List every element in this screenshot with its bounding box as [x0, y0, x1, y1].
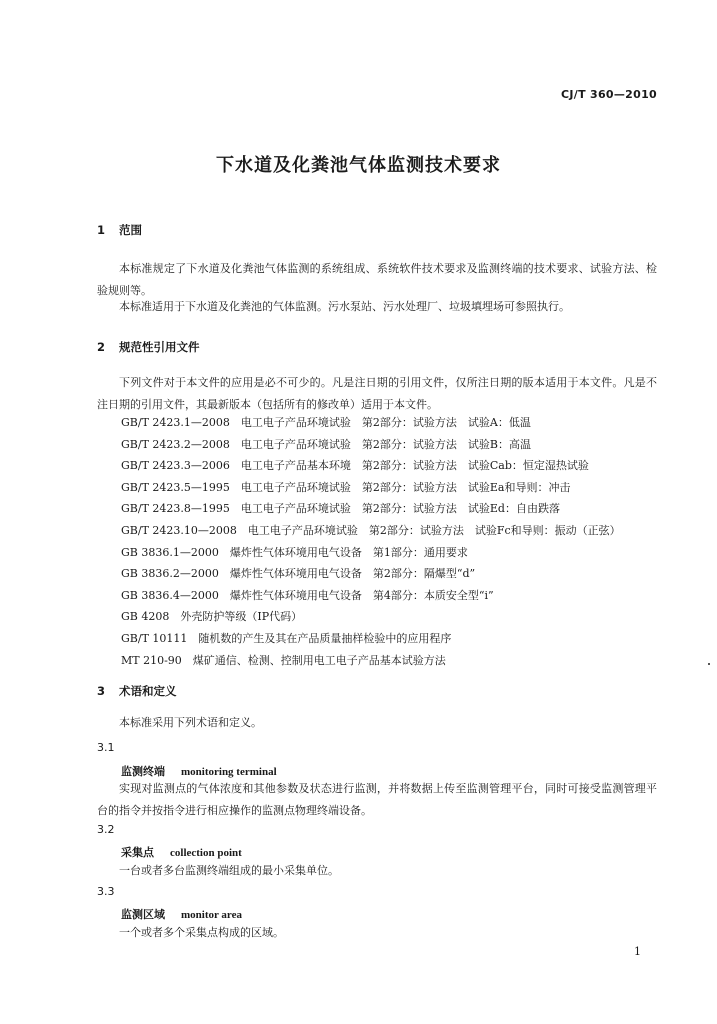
reference-item: GB 3836.4—2000 爆炸性气体环境用电气设备 第4部分：本质安全型“i”: [121, 588, 494, 602]
reference-item: GB/T 10111 随机数的产生及其在产品质量抽样检验中的应用程序: [121, 631, 452, 645]
term-chinese: 采集点: [121, 846, 154, 859]
reference-item: GB/T 2423.2—2008 电工电子产品环境试验 第2部分：试验方法 试验B：高温: [121, 437, 531, 451]
reference-item: MT 210-90 煤矿通信、检测、控制用电工电子产品基本试验方法: [121, 653, 446, 667]
reference-item: GB/T 2423.3—2006 电工电子产品基本环境 第2部分：试验方法 试验Cab：恒定湿热试验: [121, 459, 589, 473]
term-english: collection point: [170, 847, 242, 859]
term-english: monitoring terminal: [181, 766, 277, 778]
section-number: 3: [97, 684, 106, 698]
page-number: 1: [634, 945, 641, 958]
term-heading: [121, 906, 242, 922]
reference-item: GB 3836.2—2000 爆炸性气体环境用电气设备 第2部分：隔爆型“d”: [121, 567, 476, 581]
standard-code: CJ/T 360—2010: [561, 88, 657, 101]
scope-paragraph-2: 本标准适用于下水道及化粪池的气体监测。污水泵站、污水处理厂、垃圾填埋场可参照执行。: [119, 300, 570, 313]
term-chinese: 监测区域: [121, 908, 165, 921]
reference-item: GB/T 2423.10—2008 电工电子产品环境试验 第2部分：试验方法 试验Fc和导则：振动（正弦）: [121, 523, 621, 537]
document-title: 下水道及化粪池气体监测技术要求: [216, 155, 501, 176]
reference-item: GB 4208 外壳防护等级（IP代码）: [121, 610, 303, 624]
term-definition: 一个或者多个采集点构成的区域。: [119, 926, 284, 939]
section-1-heading: [97, 222, 142, 238]
section-title: 规范性引用文件: [119, 340, 200, 354]
clause-number: 3.1: [97, 741, 115, 754]
term-heading: [121, 844, 242, 860]
term-chinese: 监测终端: [121, 765, 165, 778]
term-english: monitor area: [181, 909, 242, 921]
section-2-heading: [97, 339, 200, 355]
term-heading: [121, 763, 277, 779]
reference-item: GB/T 2423.5—1995 电工电子产品环境试验 第2部分：试验方法 试验Ea和导则：冲击: [121, 480, 571, 494]
clause-number: 3.3: [97, 885, 115, 898]
scan-speck: [708, 663, 710, 665]
reference-item: GB 3836.1—2000 爆炸性气体环境用电气设备 第1部分：通用要求: [121, 545, 468, 559]
section-number: 1: [97, 223, 106, 237]
scope-paragraph-1: 本标准规定了下水道及化粪池气体监测的系统组成、系统软件技术要求及监测终端的技术要求、试验方法、检验规则等。: [97, 262, 657, 297]
reference-item: GB/T 2423.1—2008 电工电子产品环境试验 第2部分：试验方法 试验A：低温: [121, 416, 531, 429]
section-title: 术语和定义: [119, 684, 177, 698]
section-number: 2: [97, 340, 106, 354]
term-definition: 一台或者多台监测终端组成的最小采集单位。: [119, 864, 339, 877]
reference-item: GB/T 2423.8—1995 电工电子产品环境试验 第2部分：试验方法 试验Ed：自由跌落: [121, 502, 560, 516]
reference-list: [121, 412, 621, 671]
section-3-heading: [97, 683, 177, 699]
term-definition: 实现对监测点的气体浓度和其他参数及状态进行监测，并将数据上传至监测管理平台，同时可接受监测管理平台的指令并按指令进行相应操作的监测点物理终端设备。: [97, 782, 657, 817]
clause-number: 3.2: [97, 823, 115, 836]
refs-intro-paragraph: 下列文件对于本文件的应用是必不可少的。凡是注日期的引用文件，仅所注日期的版本适用于本文件。凡是不注日期的引用文件，其最新版本（包括所有的修改单）适用于本文件。: [97, 376, 657, 411]
section-title: 范围: [119, 223, 143, 237]
terms-intro-paragraph: 本标准采用下列术语和定义。: [119, 716, 262, 729]
